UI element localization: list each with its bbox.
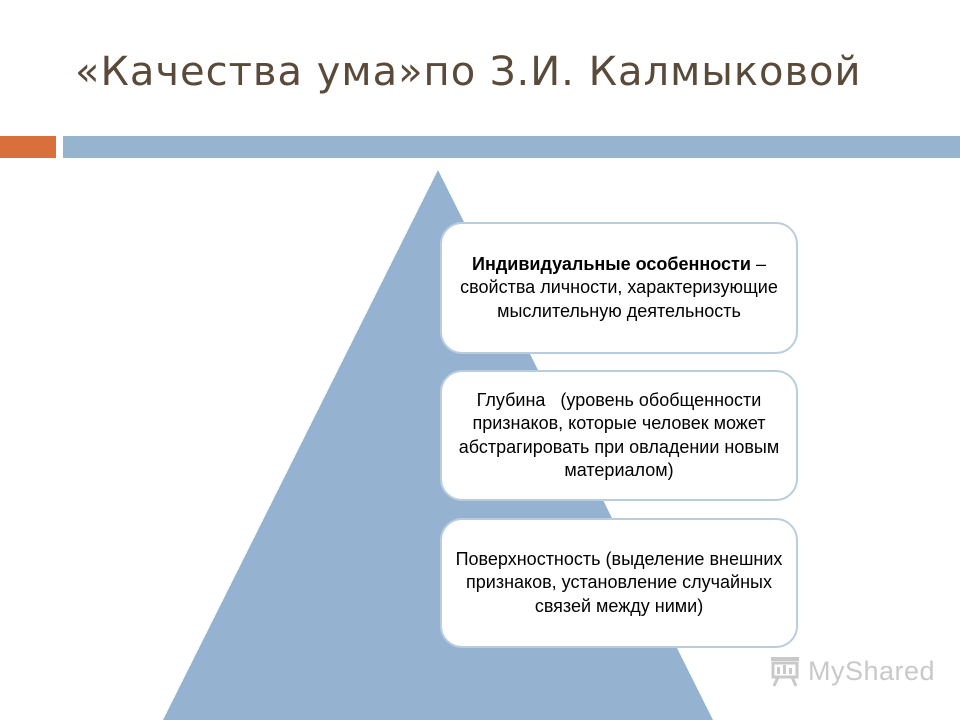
pyramid-level-middle (440, 370, 798, 501)
presentation-board-icon (768, 654, 802, 688)
watermark-text: MyShared (808, 655, 936, 686)
level-3-text: Поверхностность (выделение внешних признаков, установление случайных связей между ними) (455, 548, 783, 616)
watermark-logo (768, 654, 935, 688)
level-2-text: Глубина (уровень обобщенности признаков, которые человек может абстрагировать при овладении новым материалом) (458, 389, 785, 480)
slide-title: «Качества ума»по З.И. Калмыковой (75, 49, 862, 95)
pyramid-level-top (440, 222, 798, 354)
level-1-text: – свойства личности, характеризующие мыслительную деятельность (460, 253, 778, 321)
level-1-bold-text: Индивидуальные особенности (472, 253, 751, 274)
pyramid-level-bottom (440, 518, 798, 648)
